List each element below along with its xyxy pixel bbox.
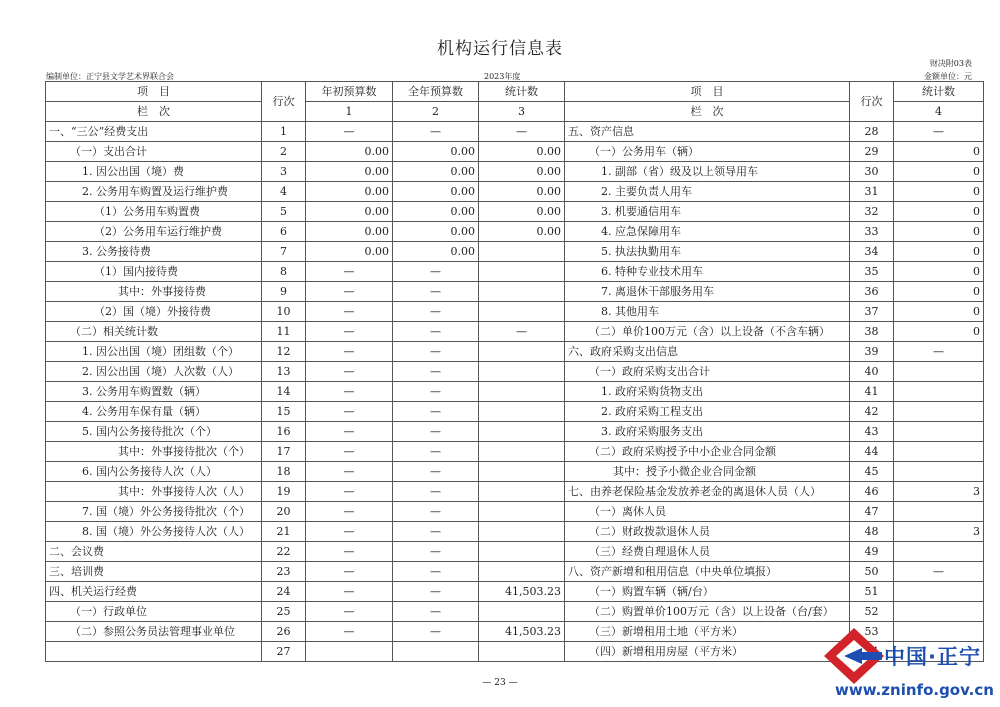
left-item-label: 3. 公务用车购置数（辆） bbox=[46, 382, 262, 402]
stat-value: 0.00 bbox=[479, 142, 565, 162]
left-line-no: 24 bbox=[262, 582, 306, 602]
budget-start-value: — bbox=[306, 542, 393, 562]
header-row-2 bbox=[46, 102, 984, 122]
budget-start-value: — bbox=[306, 322, 393, 342]
right-item-label: 3. 机要通信用车 bbox=[565, 202, 850, 222]
stat-value bbox=[479, 602, 565, 622]
right-line-no: 38 bbox=[850, 322, 894, 342]
left-item-label: 7. 国（境）外公务接待批次（个） bbox=[46, 502, 262, 522]
stat-value bbox=[479, 402, 565, 422]
right-stat-value: 0 bbox=[894, 262, 984, 282]
right-item-label: （三）新增租用土地（平方米） bbox=[565, 622, 850, 642]
left-item-label: 四、机关运行经费 bbox=[46, 582, 262, 602]
stat-value: 41,503.23 bbox=[479, 582, 565, 602]
budget-full-value: 0.00 bbox=[393, 142, 479, 162]
col-num-3: 3 bbox=[479, 102, 565, 122]
right-item-label: 1. 副部（省）级及以上领导用车 bbox=[565, 162, 850, 182]
right-stat-value: 0 bbox=[894, 162, 984, 182]
left-item-label: （二）参照公务员法管理事业单位 bbox=[46, 622, 262, 642]
right-stat-value bbox=[894, 362, 984, 382]
left-item-label: （一）支出合计 bbox=[46, 142, 262, 162]
left-item-label: 2. 公务用车购置及运行维护费 bbox=[46, 182, 262, 202]
left-item-label: 其中：外事接待费 bbox=[46, 282, 262, 302]
stat-value: 0.00 bbox=[479, 222, 565, 242]
right-item-label: （二）购置单价100万元（含）以上设备（台/套） bbox=[565, 602, 850, 622]
left-item-label: 其中：外事接待批次（个） bbox=[46, 442, 262, 462]
right-item-label: 七、由养老保险基金发放养老金的离退休人员（人） bbox=[565, 482, 850, 502]
left-item-label: 6. 国内公务接待人次（人） bbox=[46, 462, 262, 482]
stat-value bbox=[479, 442, 565, 462]
right-line-no: 51 bbox=[850, 582, 894, 602]
table-row bbox=[46, 582, 984, 602]
left-line-no: 3 bbox=[262, 162, 306, 182]
col-lanci-2: 栏 次 bbox=[565, 102, 850, 122]
right-line-no: 44 bbox=[850, 442, 894, 462]
col-stat: 统计数 bbox=[479, 82, 565, 102]
budget-full-value bbox=[393, 642, 479, 662]
left-line-no: 25 bbox=[262, 602, 306, 622]
right-stat-value: 0 bbox=[894, 182, 984, 202]
left-item-label: （1）公务用车购置费 bbox=[46, 202, 262, 222]
budget-full-value: — bbox=[393, 462, 479, 482]
left-item-label: 其中：外事接待人次（人） bbox=[46, 482, 262, 502]
right-item-label: （二）政府采购授予中小企业合同金额 bbox=[565, 442, 850, 462]
budget-start-value: — bbox=[306, 362, 393, 382]
table-row bbox=[46, 422, 984, 442]
table-row bbox=[46, 522, 984, 542]
budget-start-value: — bbox=[306, 442, 393, 462]
budget-start-value: — bbox=[306, 342, 393, 362]
left-line-no: 20 bbox=[262, 502, 306, 522]
budget-full-value: 0.00 bbox=[393, 222, 479, 242]
budget-full-value: 0.00 bbox=[393, 242, 479, 262]
right-line-no: 37 bbox=[850, 302, 894, 322]
left-line-no: 7 bbox=[262, 242, 306, 262]
left-item-label: （2）国（境）外接待费 bbox=[46, 302, 262, 322]
right-item-label: 8. 其他用车 bbox=[565, 302, 850, 322]
stat-value: — bbox=[479, 322, 565, 342]
right-line-no: 46 bbox=[850, 482, 894, 502]
institution-operation-table bbox=[45, 81, 984, 662]
table-row bbox=[46, 542, 984, 562]
right-stat-value: 3 bbox=[894, 482, 984, 502]
left-line-no: 13 bbox=[262, 362, 306, 382]
right-stat-value bbox=[894, 382, 984, 402]
right-item-label: （二）财政拨款退休人员 bbox=[565, 522, 850, 542]
col-item: 项 目 bbox=[46, 82, 262, 102]
stat-value: 0.00 bbox=[479, 202, 565, 222]
budget-full-value: — bbox=[393, 422, 479, 442]
right-item-label: 2. 政府采购工程支出 bbox=[565, 402, 850, 422]
budget-start-value: — bbox=[306, 602, 393, 622]
stat-value bbox=[479, 522, 565, 542]
stat-value bbox=[479, 482, 565, 502]
left-line-no: 6 bbox=[262, 222, 306, 242]
budget-start-value bbox=[306, 642, 393, 662]
budget-start-value: 0.00 bbox=[306, 202, 393, 222]
table-row bbox=[46, 222, 984, 242]
right-stat-value: 0 bbox=[894, 322, 984, 342]
left-item-label: （2）公务用车运行维护费 bbox=[46, 222, 262, 242]
table-row bbox=[46, 162, 984, 182]
right-line-no: 30 bbox=[850, 162, 894, 182]
col-lanci: 栏 次 bbox=[46, 102, 262, 122]
right-stat-value: — bbox=[894, 122, 984, 142]
budget-full-value: — bbox=[393, 342, 479, 362]
right-line-no: 45 bbox=[850, 462, 894, 482]
left-item-label: 三、培训费 bbox=[46, 562, 262, 582]
table-row bbox=[46, 362, 984, 382]
table-row bbox=[46, 242, 984, 262]
budget-start-value: — bbox=[306, 402, 393, 422]
table-row bbox=[46, 282, 984, 302]
right-item-label: 1. 政府采购货物支出 bbox=[565, 382, 850, 402]
budget-start-value: 0.00 bbox=[306, 182, 393, 202]
stat-value bbox=[479, 462, 565, 482]
budget-start-value: — bbox=[306, 262, 393, 282]
right-item-label: （二）单价100万元（含）以上设备（不含车辆） bbox=[565, 322, 850, 342]
stat-value bbox=[479, 502, 565, 522]
budget-full-value: 0.00 bbox=[393, 162, 479, 182]
page-number: — 23 — bbox=[482, 678, 518, 688]
right-item-label: （一）离休人员 bbox=[565, 502, 850, 522]
right-line-no: 43 bbox=[850, 422, 894, 442]
budget-full-value: 0.00 bbox=[393, 202, 479, 222]
col-num-4: 4 bbox=[894, 102, 984, 122]
stat-value: 41,503.23 bbox=[479, 622, 565, 642]
page-title: 机构运行信息表 bbox=[437, 39, 563, 59]
budget-full-value: — bbox=[393, 602, 479, 622]
right-line-no: 34 bbox=[850, 242, 894, 262]
left-line-no: 16 bbox=[262, 422, 306, 442]
right-stat-value: 0 bbox=[894, 242, 984, 262]
right-line-no: 41 bbox=[850, 382, 894, 402]
budget-full-value: — bbox=[393, 582, 479, 602]
right-stat-value bbox=[894, 542, 984, 562]
budget-start-value: — bbox=[306, 502, 393, 522]
col-line-no-2: 行次 bbox=[850, 82, 894, 122]
stat-value bbox=[479, 282, 565, 302]
stat-value bbox=[479, 642, 565, 662]
right-line-no: 40 bbox=[850, 362, 894, 382]
right-line-no: 42 bbox=[850, 402, 894, 422]
budget-full-value: — bbox=[393, 402, 479, 422]
left-line-no: 10 bbox=[262, 302, 306, 322]
stat-value bbox=[479, 362, 565, 382]
left-line-no: 15 bbox=[262, 402, 306, 422]
header-row-1 bbox=[46, 82, 984, 102]
left-line-no: 27 bbox=[262, 642, 306, 662]
stat-value bbox=[479, 342, 565, 362]
preparing-unit: 编制单位：正宁县文学艺术界联合会 bbox=[46, 72, 174, 81]
left-item-label: 2. 因公出国（境）人次数（人） bbox=[46, 362, 262, 382]
table-row bbox=[46, 142, 984, 162]
right-item-label: （四）新增租用房屋（平方米） bbox=[565, 642, 850, 662]
table-row bbox=[46, 322, 984, 342]
right-item-label: 7. 离退休干部服务用车 bbox=[565, 282, 850, 302]
table-row bbox=[46, 462, 984, 482]
left-item-label: 1. 因公出国（境）团组数（个） bbox=[46, 342, 262, 362]
left-line-no: 18 bbox=[262, 462, 306, 482]
col-num-2: 2 bbox=[393, 102, 479, 122]
right-item-label: 6. 特种专业技术用车 bbox=[565, 262, 850, 282]
right-item-label: 五、资产信息 bbox=[565, 122, 850, 142]
logo-url: www.zninfo.gov.cn bbox=[835, 681, 994, 699]
right-stat-value: 0 bbox=[894, 142, 984, 162]
table-row bbox=[46, 502, 984, 522]
left-line-no: 22 bbox=[262, 542, 306, 562]
left-item-label: 8. 国（境）外公务接待人次（人） bbox=[46, 522, 262, 542]
left-line-no: 4 bbox=[262, 182, 306, 202]
right-stat-value bbox=[894, 602, 984, 622]
fiscal-year: 2023年度 bbox=[484, 72, 521, 81]
right-stat-value bbox=[894, 422, 984, 442]
right-line-no: 50 bbox=[850, 562, 894, 582]
right-item-label: （三）经费自理退休人员 bbox=[565, 542, 850, 562]
budget-start-value: — bbox=[306, 582, 393, 602]
right-line-no: 39 bbox=[850, 342, 894, 362]
left-item-label bbox=[46, 642, 262, 662]
budget-full-value: — bbox=[393, 122, 479, 142]
col-budget-start: 年初预算数 bbox=[306, 82, 393, 102]
left-line-no: 8 bbox=[262, 262, 306, 282]
col-budget-full: 全年预算数 bbox=[393, 82, 479, 102]
budget-start-value: — bbox=[306, 422, 393, 442]
stat-value bbox=[479, 262, 565, 282]
stat-value: 0.00 bbox=[479, 182, 565, 202]
left-line-no: 19 bbox=[262, 482, 306, 502]
col-stat-2: 统计数 bbox=[894, 82, 984, 102]
right-line-no: 49 bbox=[850, 542, 894, 562]
right-line-no: 32 bbox=[850, 202, 894, 222]
stat-value bbox=[479, 242, 565, 262]
left-line-no: 17 bbox=[262, 442, 306, 462]
left-item-label: 4. 公务用车保有量（辆） bbox=[46, 402, 262, 422]
right-item-label: 3. 政府采购服务支出 bbox=[565, 422, 850, 442]
budget-start-value: 0.00 bbox=[306, 162, 393, 182]
left-line-no: 14 bbox=[262, 382, 306, 402]
right-item-label: 4. 应急保障用车 bbox=[565, 222, 850, 242]
stat-value bbox=[479, 562, 565, 582]
right-stat-value: 0 bbox=[894, 282, 984, 302]
left-line-no: 1 bbox=[262, 122, 306, 142]
budget-full-value: — bbox=[393, 302, 479, 322]
budget-full-value: — bbox=[393, 262, 479, 282]
table-row bbox=[46, 262, 984, 282]
right-line-no: 33 bbox=[850, 222, 894, 242]
table-row bbox=[46, 302, 984, 322]
table-row bbox=[46, 342, 984, 362]
currency-unit: 金额单位：元 bbox=[924, 72, 972, 81]
budget-full-value: — bbox=[393, 322, 479, 342]
left-item-label: （二）相关统计数 bbox=[46, 322, 262, 342]
budget-full-value: — bbox=[393, 542, 479, 562]
left-item-label: （1）国内接待费 bbox=[46, 262, 262, 282]
right-stat-value: 0 bbox=[894, 222, 984, 242]
right-stat-value: 0 bbox=[894, 302, 984, 322]
budget-full-value: — bbox=[393, 522, 479, 542]
left-item-label: 5. 国内公务接待批次（个） bbox=[46, 422, 262, 442]
right-stat-value: — bbox=[894, 342, 984, 362]
col-num-1: 1 bbox=[306, 102, 393, 122]
budget-full-value: — bbox=[393, 382, 479, 402]
right-item-label: （一）公务用车（辆） bbox=[565, 142, 850, 162]
table-row bbox=[46, 182, 984, 202]
right-line-no: 47 bbox=[850, 502, 894, 522]
right-item-label: 八、资产新增和租用信息（中央单位填报） bbox=[565, 562, 850, 582]
right-item-label: 5. 执法执勤用车 bbox=[565, 242, 850, 262]
left-line-no: 12 bbox=[262, 342, 306, 362]
budget-full-value: — bbox=[393, 282, 479, 302]
left-line-no: 21 bbox=[262, 522, 306, 542]
left-line-no: 11 bbox=[262, 322, 306, 342]
right-item-label: 其中：授予小微企业合同金额 bbox=[565, 462, 850, 482]
stat-value: 0.00 bbox=[479, 162, 565, 182]
stat-value: — bbox=[479, 122, 565, 142]
left-line-no: 9 bbox=[262, 282, 306, 302]
right-line-no: 35 bbox=[850, 262, 894, 282]
left-item-label: （一）行政单位 bbox=[46, 602, 262, 622]
right-stat-value bbox=[894, 582, 984, 602]
right-item-label: （一）政府采购支出合计 bbox=[565, 362, 850, 382]
right-stat-value: 0 bbox=[894, 202, 984, 222]
stat-value bbox=[479, 422, 565, 442]
col-line-no: 行次 bbox=[262, 82, 306, 122]
budget-start-value: — bbox=[306, 282, 393, 302]
left-item-label: 1. 因公出国（境）费 bbox=[46, 162, 262, 182]
stat-value bbox=[479, 302, 565, 322]
budget-start-value: — bbox=[306, 382, 393, 402]
budget-full-value: — bbox=[393, 362, 479, 382]
stat-value bbox=[479, 542, 565, 562]
stat-value bbox=[479, 382, 565, 402]
left-line-no: 2 bbox=[262, 142, 306, 162]
right-item-label: 2. 主要负责人用车 bbox=[565, 182, 850, 202]
right-line-no: 36 bbox=[850, 282, 894, 302]
right-line-no: 28 bbox=[850, 122, 894, 142]
budget-full-value: 0.00 bbox=[393, 182, 479, 202]
budget-full-value: — bbox=[393, 482, 479, 502]
right-stat-value: — bbox=[894, 562, 984, 582]
left-line-no: 23 bbox=[262, 562, 306, 582]
form-number: 财决附03表 bbox=[929, 59, 972, 68]
right-item-label: 六、政府采购支出信息 bbox=[565, 342, 850, 362]
budget-start-value: 0.00 bbox=[306, 142, 393, 162]
right-stat-value bbox=[894, 442, 984, 462]
table-row bbox=[46, 442, 984, 462]
budget-start-value: — bbox=[306, 622, 393, 642]
budget-full-value: — bbox=[393, 502, 479, 522]
budget-start-value: — bbox=[306, 522, 393, 542]
right-stat-value bbox=[894, 502, 984, 522]
budget-start-value: — bbox=[306, 482, 393, 502]
budget-start-value: 0.00 bbox=[306, 222, 393, 242]
table-row bbox=[46, 602, 984, 622]
table-row bbox=[46, 202, 984, 222]
budget-start-value: — bbox=[306, 302, 393, 322]
right-stat-value: 3 bbox=[894, 522, 984, 542]
budget-start-value: — bbox=[306, 122, 393, 142]
left-line-no: 26 bbox=[262, 622, 306, 642]
logo-text: 中国·正宁 bbox=[884, 645, 981, 669]
budget-full-value: — bbox=[393, 562, 479, 582]
right-line-no: 48 bbox=[850, 522, 894, 542]
right-line-no: 53 bbox=[850, 622, 894, 642]
left-item-label: 二、会议费 bbox=[46, 542, 262, 562]
table-row bbox=[46, 122, 984, 142]
table-row bbox=[46, 402, 984, 422]
budget-start-value: — bbox=[306, 562, 393, 582]
left-item-label: 一、“三公”经费支出 bbox=[46, 122, 262, 142]
left-line-no: 5 bbox=[262, 202, 306, 222]
right-item-label: （一）购置车辆（辆/台） bbox=[565, 582, 850, 602]
budget-start-value: 0.00 bbox=[306, 242, 393, 262]
table-row bbox=[46, 482, 984, 502]
table-row bbox=[46, 382, 984, 402]
right-line-no: 52 bbox=[850, 602, 894, 622]
table-row bbox=[46, 562, 984, 582]
budget-full-value: — bbox=[393, 622, 479, 642]
col-item-2: 项 目 bbox=[565, 82, 850, 102]
right-stat-value bbox=[894, 462, 984, 482]
budget-start-value: — bbox=[306, 462, 393, 482]
right-line-no: 31 bbox=[850, 182, 894, 202]
left-item-label: 3. 公务接待费 bbox=[46, 242, 262, 262]
right-line-no: 29 bbox=[850, 142, 894, 162]
budget-full-value: — bbox=[393, 442, 479, 462]
right-stat-value bbox=[894, 402, 984, 422]
